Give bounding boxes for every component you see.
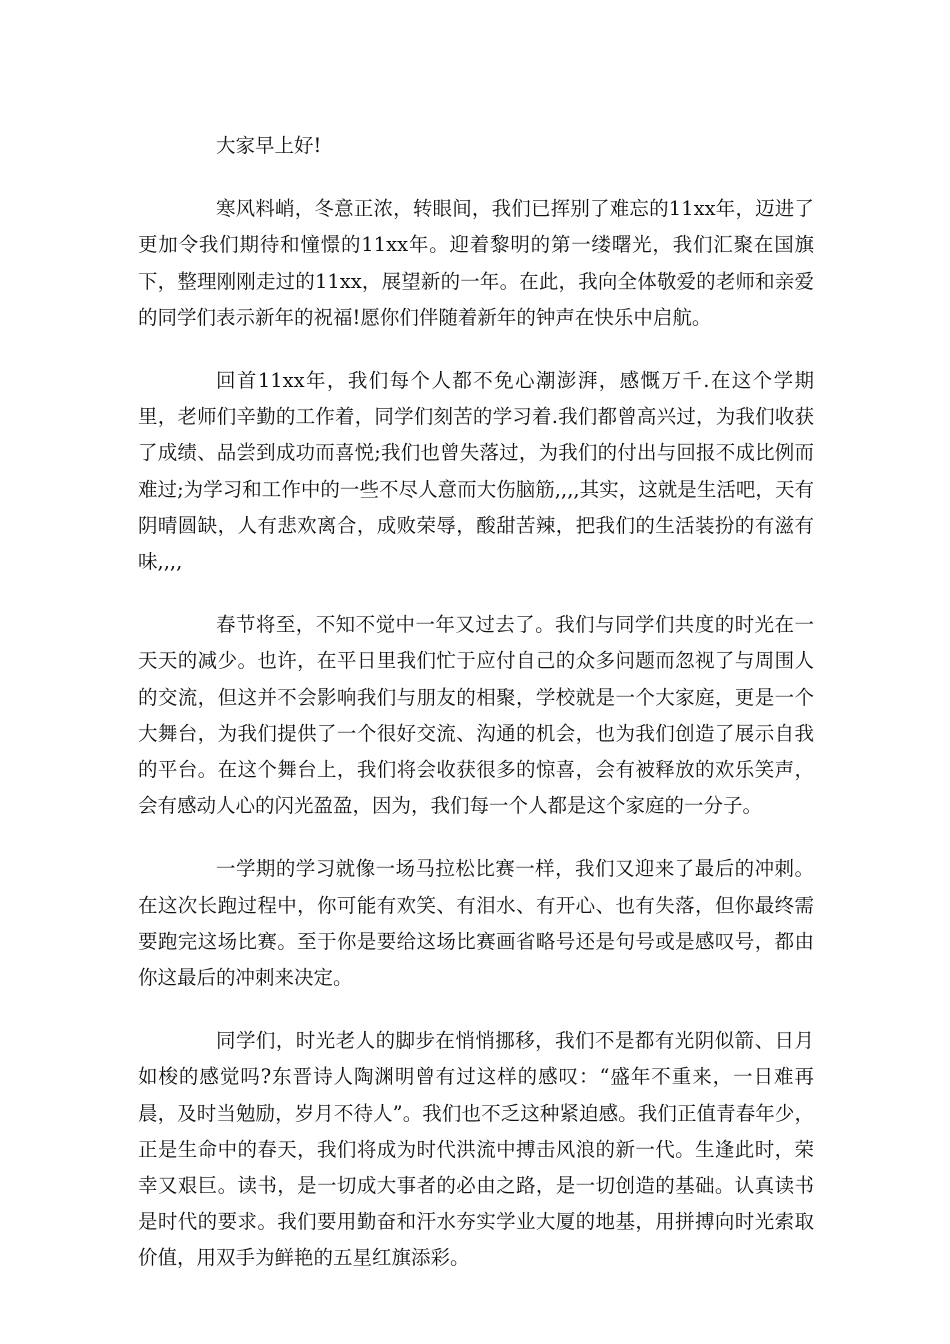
speech-body (138, 128, 814, 1277)
paragraph-looking-back: 回首11xx年，我们每个人都不免心潮澎湃，感慨万千.在这个学期里，老师们辛勤的工作着，同学们刻苦的学习着.我们都曾高兴过，为我们收获了成绩、品尝到成功而喜悦;我们也曾失落过，为我们的付出与回报不成比例而难过;为学习和工作中的一些不尽人意而大伤脑筋,,,,其实，这就是生活吧，天有阴晴圆缺，人有悲欢离合，成败荣辱，酸甜苦辣，把我们的生活装扮的有滋有味,,,, (138, 369, 814, 574)
greeting-line: 大家早上好! (216, 134, 322, 157)
paragraph-time-and-study: 同学们，时光老人的脚步在悄悄挪移，我们不是都有光阴似箭、日月如梭的感觉吗?东晋诗人陶渊明曾有过这样的感叹：“盛年不重来，一日难再晨，及时当勉励，岁月不待人”。我们也不乏这种紧迫感。我们正值青春年少，正是生命中的春天，我们将成为时代洪流中搏击风浪的新一代。生逢此时，荣幸又艰巨。读书，是一切成大事者的必由之路，是一切创造的基础。认真读书是时代的要求。我们要用勤奋和汗水夯实学业大厦的地基，用拼搏向时光索取价值，用双手为鲜艳的五星红旗添彩。 (138, 1029, 814, 1270)
paragraph-new-year-wishes: 寒风料峭，冬意正浓，转眼间，我们已挥别了难忘的11xx年，迈进了更加令我们期待和憧憬的11xx年。迎着黎明的第一缕曙光，我们汇聚在国旗下，整理刚刚走过的11xx，展望新的一年。在此，我向全体敬爱的老师和亲爱的同学们表示新年的祝福!愿你们伴随着新年的钟声在快乐中启航。 (138, 197, 814, 329)
paragraph-spring-festival: 春节将至，不知不觉中一年又过去了。我们与同学们共度的时光在一天天的减少。也许，在平日里我们忙于应付自己的众多问题而忽视了与周围人的交流，但这并不会影响我们与朋友的相聚，学校就是一个大家庭，更是一个大舞台，为我们提供了一个很好交流、沟通的机会，也为我们创造了展示自我的平台。在这个舞台上，我们将会收获很多的惊喜，会有被释放的欢乐笑声，会有感动人心的闪光盈盈，因为，我们每一个人都是这个家庭的一分子。 (138, 613, 814, 818)
paragraph-marathon: 一学期的学习就像一场马拉松比赛一样，我们又迎来了最后的冲刺。在这次长跑过程中，你可能有欢笑、有泪水、有开心、也有失落，但你最终需要跑完这场比赛。至于你是要给这场比赛画省略号还是句号或是感叹号，都由你这最后的冲刺来决定。 (138, 857, 814, 990)
